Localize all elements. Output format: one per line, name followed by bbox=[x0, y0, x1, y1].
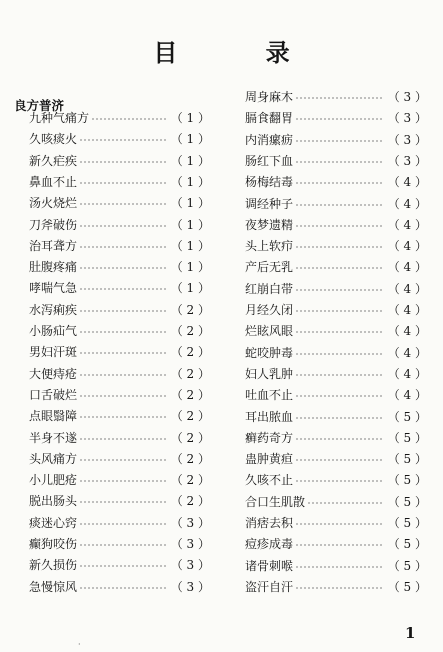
toc-entry-label: 痰迷心窍 bbox=[29, 515, 78, 530]
toc-entry-label: 调经种子 bbox=[245, 196, 294, 211]
toc-entry-label: 新久损伤 bbox=[29, 558, 78, 573]
toc-entry[interactable] bbox=[245, 450, 427, 468]
toc-entry[interactable] bbox=[29, 386, 210, 404]
toc-entry-page: （ 2 ） bbox=[170, 494, 210, 509]
toc-entry-label: 半身不遂 bbox=[29, 430, 78, 445]
toc-leader-dots bbox=[295, 140, 384, 142]
toc-entry-label: 诸骨刺喉 bbox=[245, 558, 294, 573]
toc-entry-page: （ 1 ） bbox=[170, 196, 210, 211]
toc-entry-page: （ 3 ） bbox=[387, 132, 427, 147]
toc-entry-label: 消痞去积 bbox=[245, 516, 294, 530]
toc-leader-dots bbox=[295, 523, 384, 525]
toc-leader-dots bbox=[79, 395, 167, 397]
toc-leader-dots bbox=[295, 417, 384, 419]
toc-entry[interactable] bbox=[29, 429, 210, 447]
toc-entry-page: （ 2 ） bbox=[170, 345, 210, 360]
toc-entry-label: 水泻痢疾 bbox=[29, 302, 78, 317]
toc-leader-dots bbox=[79, 459, 167, 461]
toc-entry-page: （ 1 ） bbox=[170, 153, 210, 168]
toc-entry-page: （ 4 ） bbox=[387, 324, 427, 339]
toc-leader-dots bbox=[295, 566, 384, 568]
toc-entry-label: 周身麻木 bbox=[245, 90, 294, 104]
toc-entry[interactable] bbox=[245, 408, 427, 426]
toc-entry[interactable] bbox=[29, 514, 210, 532]
toc-entry-label: 久咳痰火 bbox=[29, 132, 78, 147]
toc-entry[interactable] bbox=[245, 514, 427, 532]
toc-leader-dots bbox=[307, 502, 384, 504]
toc-entry-label: 鼻血不止 bbox=[29, 174, 78, 189]
toc-entry-page: （ 2 ） bbox=[170, 430, 210, 445]
toc-leader-dots bbox=[79, 523, 167, 525]
toc-leader-dots bbox=[79, 182, 167, 184]
toc-leader-dots bbox=[295, 118, 384, 120]
toc-entry-label: 癣药奇方 bbox=[245, 430, 294, 445]
toc-leader-dots bbox=[295, 544, 384, 546]
toc-entry-page: （ 2 ） bbox=[170, 473, 210, 488]
toc-entry[interactable] bbox=[29, 258, 210, 276]
toc-entry-page: （ 3 ） bbox=[170, 558, 210, 573]
toc-entry-page: （ 5 ） bbox=[387, 473, 427, 488]
page-title: 目 录 bbox=[153, 38, 330, 67]
toc-entry-label: 大便痔疮 bbox=[29, 366, 78, 381]
toc-leader-dots bbox=[79, 438, 167, 440]
toc-entry-page: （ 1 ） bbox=[170, 132, 210, 147]
toc-entry-page: （ 1 ） bbox=[170, 260, 210, 275]
toc-entry-page: （ 2 ） bbox=[170, 451, 210, 466]
toc-entry-label: 癫狗咬伤 bbox=[29, 537, 78, 551]
toc-entry[interactable] bbox=[29, 322, 210, 340]
toc-entry-page: （ 5 ） bbox=[387, 537, 427, 552]
toc-entry-label: 蛇咬肿毒 bbox=[245, 345, 294, 360]
toc-leader-dots bbox=[79, 480, 167, 482]
toc-entry[interactable] bbox=[245, 493, 427, 511]
toc-leader-dots bbox=[295, 459, 384, 461]
toc-entry-label: 吐血不止 bbox=[245, 388, 294, 403]
toc-entry-label: 膈食翻胃 bbox=[245, 111, 294, 126]
toc-entry[interactable] bbox=[245, 471, 427, 489]
toc-entry-page: （ 4 ） bbox=[387, 281, 427, 296]
toc-leader-dots bbox=[295, 438, 384, 440]
toc-leader-dots bbox=[79, 587, 167, 589]
toc-entry[interactable] bbox=[29, 216, 210, 234]
toc-entry-page: （ 4 ） bbox=[387, 303, 427, 317]
toc-entry-page: （ 4 ） bbox=[387, 196, 427, 211]
toc-entry[interactable] bbox=[245, 216, 427, 234]
toc-entry-page: （ 3 ） bbox=[387, 153, 427, 168]
toc-entry[interactable] bbox=[245, 535, 427, 553]
toc-leader-dots bbox=[79, 267, 167, 269]
toc-entry-label: 口舌破烂 bbox=[29, 387, 78, 402]
toc-entry-page: （ 3 ） bbox=[170, 515, 210, 530]
toc-entry[interactable] bbox=[245, 386, 427, 404]
toc-entry-page: （ 3 ） bbox=[387, 90, 427, 104]
toc-entry-label: 刀斧破伤 bbox=[29, 217, 78, 232]
toc-entry-label: 盗汗自汗 bbox=[245, 579, 294, 594]
toc-entry-label: 小儿肥疮 bbox=[29, 473, 78, 488]
toc-entry[interactable] bbox=[245, 195, 427, 213]
toc-entry-page: （ 2 ） bbox=[170, 387, 210, 402]
toc-entry-label: 红崩白带 bbox=[245, 281, 294, 296]
toc-entry-label: 烂眩风眼 bbox=[245, 324, 294, 339]
toc-entry-label: 久咳不止 bbox=[245, 473, 294, 488]
toc-entry-label: 合口生肌散 bbox=[245, 494, 306, 509]
toc-entry-label: 月经久闭 bbox=[245, 303, 294, 317]
toc-entry-label: 产后无乳 bbox=[245, 260, 294, 275]
toc-leader-dots bbox=[295, 97, 384, 99]
toc-leader-dots bbox=[79, 310, 167, 312]
toc-entry-label: 妇人乳肿 bbox=[245, 366, 294, 381]
toc-entry-page: （ 2 ） bbox=[170, 409, 210, 424]
toc-entry[interactable] bbox=[245, 173, 427, 191]
toc-entry-page: （ 3 ） bbox=[387, 111, 427, 126]
toc-entry-label: 杨梅结毒 bbox=[245, 175, 294, 190]
toc-leader-dots bbox=[79, 544, 167, 546]
toc-entry[interactable] bbox=[245, 109, 427, 127]
stray-mark: · bbox=[78, 640, 81, 649]
toc-leader-dots bbox=[295, 161, 384, 163]
toc-entry-page: （ 2 ） bbox=[170, 324, 210, 338]
toc-entry[interactable] bbox=[245, 557, 427, 575]
toc-entry[interactable] bbox=[245, 152, 427, 170]
toc-leader-dots bbox=[79, 288, 167, 290]
toc-entry[interactable] bbox=[29, 279, 210, 297]
toc-leader-dots bbox=[295, 395, 384, 397]
toc-leader-dots bbox=[79, 139, 167, 141]
toc-entry-label: 耳出脓血 bbox=[245, 409, 294, 424]
toc-entry-page: （ 4 ） bbox=[387, 239, 427, 254]
toc-entry-label: 汤火烧烂 bbox=[29, 196, 78, 211]
toc-entry[interactable] bbox=[29, 194, 210, 212]
toc-entry-label: 小肠疝气 bbox=[29, 324, 78, 338]
toc-entry[interactable] bbox=[29, 301, 210, 319]
toc-entry[interactable] bbox=[29, 450, 210, 468]
toc-entry[interactable] bbox=[245, 301, 427, 319]
toc-entry-page: （ 2 ） bbox=[170, 302, 210, 317]
toc-leader-dots bbox=[91, 118, 167, 120]
toc-leader-dots bbox=[295, 267, 384, 269]
toc-entry[interactable] bbox=[29, 130, 210, 148]
toc-leader-dots bbox=[295, 374, 384, 376]
toc-entry-page: （ 5 ） bbox=[387, 494, 427, 509]
toc-entry-page: （ 4 ） bbox=[387, 388, 427, 403]
toc-entry-page: （ 5 ） bbox=[387, 430, 427, 445]
toc-entry-page: （ 1 ） bbox=[170, 281, 210, 296]
toc-entry-page: （ 5 ） bbox=[387, 452, 427, 467]
toc-entry[interactable] bbox=[29, 173, 210, 191]
toc-entry-page: （ 1 ） bbox=[170, 238, 210, 253]
toc-entry[interactable] bbox=[245, 131, 427, 149]
toc-entry-label: 男妇汗斑 bbox=[29, 345, 78, 360]
toc-leader-dots bbox=[79, 225, 167, 227]
toc-entry-label: 新久疟疾 bbox=[29, 153, 78, 168]
toc-leader-dots bbox=[295, 225, 384, 227]
toc-leader-dots bbox=[79, 374, 167, 376]
toc-leader-dots bbox=[295, 246, 384, 248]
toc-entry[interactable] bbox=[245, 280, 427, 298]
toc-leader-dots bbox=[79, 203, 167, 205]
toc-entry[interactable] bbox=[29, 407, 210, 425]
toc-entry-page: （ 4 ） bbox=[387, 217, 427, 232]
toc-entry[interactable] bbox=[29, 343, 210, 361]
toc-leader-dots bbox=[79, 416, 167, 418]
toc-entry[interactable] bbox=[245, 429, 427, 447]
toc-leader-dots bbox=[295, 331, 384, 333]
toc-leader-dots bbox=[295, 310, 384, 312]
toc-entry-page: （ 3 ） bbox=[170, 537, 210, 551]
toc-entry-page: （ 3 ） bbox=[170, 579, 210, 594]
toc-entry[interactable] bbox=[29, 471, 210, 489]
toc-leader-dots bbox=[295, 353, 384, 355]
toc-entry[interactable] bbox=[245, 237, 427, 255]
toc-leader-dots bbox=[79, 161, 167, 163]
toc-entry[interactable] bbox=[245, 365, 427, 383]
toc-entry-label: 肚腹疼痛 bbox=[29, 260, 78, 275]
toc-entry[interactable] bbox=[29, 535, 210, 553]
toc-entry-label: 哮喘气急 bbox=[29, 281, 78, 296]
toc-entry-page: （ 4 ） bbox=[387, 175, 427, 190]
section-heading: 良方普济 bbox=[14, 98, 65, 113]
toc-entry-page: （ 4 ） bbox=[387, 366, 427, 381]
toc-entry-page: （ 5 ） bbox=[387, 579, 427, 594]
toc-entry-page: （ 4 ） bbox=[387, 260, 427, 275]
toc-entry-page: （ 1 ） bbox=[170, 111, 210, 125]
toc-entry[interactable] bbox=[29, 556, 210, 574]
toc-entry-page: （ 1 ） bbox=[170, 217, 210, 232]
toc-entry-label: 治耳聋方 bbox=[29, 238, 78, 253]
toc-leader-dots bbox=[295, 587, 384, 589]
toc-entry-page: （ 5 ） bbox=[387, 558, 427, 573]
toc-entry-page: （ 5 ） bbox=[387, 409, 427, 424]
toc-entry-label: 急慢惊风 bbox=[29, 579, 78, 594]
toc-leader-dots bbox=[295, 480, 384, 482]
toc-leader-dots bbox=[295, 289, 384, 291]
toc-entry-label: 点眼翳障 bbox=[29, 409, 78, 424]
toc-leader-dots bbox=[79, 246, 167, 248]
toc-entry-label: 头上软疖 bbox=[245, 239, 294, 254]
toc-entry-label: 脱出肠头 bbox=[29, 494, 78, 509]
toc-entry-page: （ 2 ） bbox=[170, 366, 210, 381]
toc-entry-label: 内消瘰疬 bbox=[245, 132, 294, 147]
toc-entry[interactable] bbox=[245, 322, 427, 340]
toc-entry-page: （ 5 ） bbox=[387, 516, 427, 530]
page-number: 1 bbox=[405, 624, 416, 642]
toc-leader-dots bbox=[79, 565, 167, 567]
toc-entry[interactable] bbox=[29, 237, 210, 255]
toc-entry[interactable] bbox=[29, 578, 210, 596]
toc-entry-label: 头风痛方 bbox=[29, 451, 78, 466]
toc-entry-label: 蛊肿黄疸 bbox=[245, 452, 294, 467]
toc-leader-dots bbox=[295, 204, 384, 206]
toc-entry-label: 痘疹成毒 bbox=[245, 537, 294, 552]
toc-entry-label: 肠红下血 bbox=[245, 153, 294, 168]
toc-leader-dots bbox=[295, 182, 384, 184]
toc-entry-label: 夜梦遗精 bbox=[245, 217, 294, 232]
toc-leader-dots bbox=[79, 331, 167, 333]
toc-leader-dots bbox=[79, 501, 167, 503]
toc-entry[interactable] bbox=[29, 492, 210, 510]
toc-entry[interactable] bbox=[245, 88, 427, 106]
toc-entry[interactable] bbox=[29, 109, 210, 127]
toc-entry-page: （ 4 ） bbox=[387, 345, 427, 360]
toc-entry[interactable] bbox=[245, 578, 427, 596]
toc-entry[interactable] bbox=[245, 258, 427, 276]
toc-entry[interactable] bbox=[29, 365, 210, 383]
toc-leader-dots bbox=[79, 352, 167, 354]
toc-entry[interactable] bbox=[245, 344, 427, 362]
toc-entry-page: （ 1 ） bbox=[170, 174, 210, 189]
toc-entry-label: 九种气痛方 bbox=[29, 111, 90, 125]
toc-entry[interactable] bbox=[29, 152, 210, 170]
